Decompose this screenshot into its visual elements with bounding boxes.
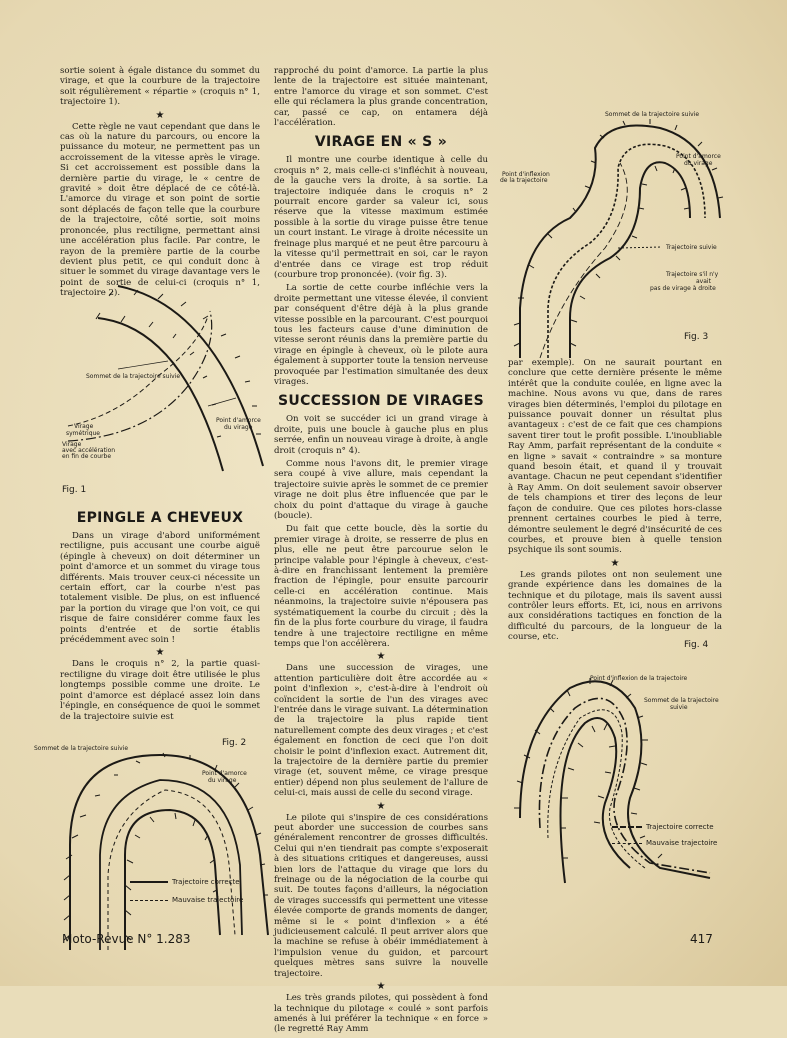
separator-star: ★ (610, 557, 620, 569)
fig1-caption: Fig. 1 (62, 485, 87, 495)
fig3-label-sinny-3: pas de virage à droite (650, 285, 716, 292)
fig4-caption: Fig. 4 (684, 640, 709, 650)
fig2-label-sommet: Sommet de la trajectoire suivie (34, 745, 129, 752)
fig2-legend-correct-label: Trajectoire correcte (172, 878, 240, 886)
separator-star: ★ (155, 109, 165, 121)
col2-paragraph-6: Du fait que cette boucle, dès la sortie du premier virage à droite, se resserre de plus en plus, elle ne peut être parcourue selon le principe valable pour l'épingle à cheveux, c'est-à-dire en franchissant lentement la première fraction de l'épingle, pour ensuite parcourir celle-ci en accélération continue. Mais néanmoins, la trajectoire suivie n'épousera pas systématiquement la courbe du circuit ; dès la fin de la plus forte courbure du virage, il faudra tendre à une trajectoire rectiligne en même temps que l'on accélèrera. (274, 524, 488, 649)
fig1-label-sym-2: symétrique (66, 430, 101, 437)
col3-paragraph-2: Les grands pilotes ont non seulement une grande expérience dans les domaines de la technique et du pilotage, mais ils savent aussi contrôler leurs efforts. Et, ici, nous en arrivons aux considérations tactiques en fonction de la difficulté du parcours, de la longueur de la course, etc. (508, 569, 722, 643)
figure-1-drawing (58, 286, 268, 476)
fig4-legend (612, 823, 772, 847)
figure-1 (58, 286, 268, 476)
col1-paragraph-4: Dans le croquis n° 2, la partie quasi-rectiligne du virage doit être utilisée le plus longtemps possible comme une droite. Le point d'amorce est déplacé assez loin dans l'épingle, en conséquence de quoi le sommet de la trajectoire suivie est (60, 659, 260, 722)
heading-succession: SUCCESSION DE VIRAGES (278, 393, 484, 410)
separator-star: ★ (376, 981, 386, 993)
fig3-label-sinny-2: avait (696, 278, 711, 285)
figure-2 (30, 735, 280, 950)
fig2-caption: Fig. 2 (222, 738, 247, 748)
col2-paragraph-1: rapproché du point d'amorce. La partie la plus lente de la trajectoire est située maintenant, entre l'amorce du virage et son sommet. C'est elle qui réclamera la plus grande concentration, car, passé ce cap, on entamera déjà l'accélération. (274, 66, 488, 129)
fig2-legend (130, 878, 280, 904)
fig4-legend-bad-label: Mauvaise trajectoire (646, 839, 718, 847)
figure-4-drawing (510, 668, 728, 883)
col1-paragraph-3: Dans un virage d'abord uniformément rectiligne, puis accusant une courbe aiguë (épingle à cheveux) on doit déterminer un point d'amorce et un sommet du virage tous différents. Mais trouver ceux-ci nécessite un certain effort, car la courbe n'est pas totalement visible. De plus, on est influencé par la portion du virage que l'on voit, ce qui risque de faire considérer comme faux les points d'entrée et de sortie établis précédemment avec soin ! (60, 531, 260, 646)
fig3-label-sinny-1: Trajectoire s'il n'y (666, 271, 719, 278)
fig2-legend-bad-label: Mauvaise trajectoire (172, 896, 244, 904)
legend-dashed-line (130, 900, 168, 901)
fig1-label-amorce-2: du virage (224, 424, 253, 431)
figure-3-drawing (500, 108, 725, 358)
fig4-label-sommet-1: Sommet de la trajectoire (644, 697, 719, 704)
separator-star: ★ (376, 800, 386, 812)
legend-dashed-line (612, 843, 642, 844)
column-1-lower (60, 504, 260, 725)
fig1-label-sym-1: Virage (74, 423, 94, 430)
fig2-legend-correct (130, 878, 280, 886)
column-2 (274, 66, 488, 1038)
fig3-caption: Fig. 3 (684, 332, 709, 342)
fig2-legend-bad (130, 896, 280, 904)
fig1-label-acc-1: Virage (62, 441, 82, 448)
col2-paragraph-7: Dans une succession de virages, une attention particulière doit être accordée au « point d'inflexion », c'est-à-dire à l'endroit où coïncident la sortie de l'un des virages avec l'entrée dans le virage suivant. La détermination de la trajectoire la plus rapide tient naturellement compte des deux virages ; et c'est également en fonction de ceci que l'on doit choisir le point d'inflexion exact. Autrement dit, la trajectoire de la dernière partie du premier virage (et, souvent même, ce virage presque entier) dépend non plus seulement de l'allure de celui-ci, mais aussi de celle du second virage. (274, 663, 488, 799)
fig3-label-inflex-1: Point d'inflexion (502, 171, 550, 178)
figure-2-drawing (30, 735, 280, 950)
footer-page-number: 417 (690, 932, 713, 946)
fig4-label-sommet-2: suivie (670, 704, 688, 711)
separator-star: ★ (155, 647, 165, 659)
legend-solid-line (130, 881, 168, 883)
fig4-label-inflex: Point d'inflexion de la trajectoire (590, 675, 688, 682)
fig1-label-sommet: Sommet de la trajectoire suivie (86, 373, 181, 380)
legend-dashdot-line (612, 826, 642, 828)
col3-paragraph-1: par exemple). On ne saurait pourtant en conclure que cette dernière présente le même intérêt que la conduite coulée, en ligne avec la machine. Nous avons vu que, dans de rares virages bien déterminés, l'emploi du pilotage en puissance pouvait donner un résultat plus avantageux : c'est de ce fait que ces champions savent tirer tout le profit possible. L'inoubliable Ray Amm, parfait représentant de la conduite « en ligne » savait « contraindre » sa monture quand besoin était, et quand il y trouvait avantage. Chacun ne peut cependant s'identifier à Ray Amm. On doit seulement savoir observer de tels champions et tirer des leçons de leur façon de conduire. Que ces pilotes hors-classe prennent certaines courbes le pied à terre, démontre seulement le degré d'insécurité de ces courbes, et prouve bien à quelle tension psychique ils sont soumis. (508, 358, 722, 556)
col1-paragraph-2: Cette règle ne vaut cependant que dans le cas où la nature du parcours, ou encore la puissance du moteur, ne permettent pas un accroissement de la vitesse après le virage. Si cet accroissement est possible dans la dernière partie du virage, le « centre de gravité » doit être déplacé de ce côté-là. L'amorce du virage et son point de sortie sont déplacés de façon telle que la courbure de la trajectoire, côté sortie, soit moins prononcée, plus rectiligne, permettant ainsi une accélération plus facile. Par contre, le rayon de la première partie de la courbe devient plus petit, ce qui conduit donc à situer le sommet du virage davantage vers le point de sortie de celui-ci (croquis n° 1, trajectoire 2). (60, 121, 260, 299)
col2-paragraph-9: Les très grands pilotes, qui possèdent à fond la technique du pilotage « coulé » sont parfois amenés à lui préférer la technique « en force » (le regretté Ray Amm (274, 993, 488, 1035)
col2-paragraph-3: La sortie de cette courbe infléchie vers la droite permettant une vitesse élevée, il convient par conséquent d'être déjà à la plus grande vitesse possible en la parcourant. C'est pourquoi tous les facteurs cause d'une diminution de vitesse seront réunis dans la première partie du virage en épingle à cheveux, où le pilote aura également à supporter toute la tension nerveuse provoquée par l'estimation simultanée des deux virages. (274, 283, 488, 387)
fig3-label-amorce-2: du virage (684, 160, 713, 167)
fig4-legend-correct (612, 823, 772, 831)
figure-3 (500, 108, 725, 358)
fig4-legend-bad (612, 839, 772, 847)
column-3 (508, 358, 722, 646)
fig1-label-acc-3: en fin de courbe (62, 453, 112, 460)
col2-paragraph-4: On voit se succéder ici un grand virage à droite, puis une boucle à gauche plus en plus serrée, enfin un nouveau virage à droite, à angle droit (croquis n° 4). (274, 414, 488, 456)
heading-epingle: EPINGLE A CHEVEUX (76, 510, 244, 526)
fig1-label-acc-2: avec accélération (62, 447, 116, 454)
fig3-label-suivie: Trajectoire suivie (666, 244, 717, 251)
col2-paragraph-5: Comme nous l'avons dit, le premier virage sera coupé à vive allure, mais cependant la trajectoire suivie après le sommet de ce premier virage ne doit plus être influencée que par le choix du point d'attaque du virage à gauche (boucle). (274, 459, 488, 522)
footer-journal: Moto-Revue N° 1.283 (62, 932, 191, 946)
fig2-label-amorce-1: Point d'amorce (202, 770, 247, 777)
fig1-label-amorce-1: Point d'amorce (216, 417, 261, 424)
fig3-label-amorce-1: Point d'amorce (676, 153, 721, 160)
fig3-label-sommet: Sommet de la trajectoire suivie (605, 111, 700, 118)
fig2-label-amorce-2: du virage (208, 777, 237, 784)
heading-virage-s: VIRAGE EN « S » (314, 134, 448, 151)
col2-paragraph-8: Le pilote qui s'inspire de ces considérations peut aborder une succession de courbes sans généralement rencontrer de grosses difficultés. Celui qui n'en tiendrait pas compte s'exposerait à des situations critiques et dangereuses, aussi bien lors de l'attaque du virage que lors du freinage ou de la négociation de la courbe qui suit. De toutes façons d'ailleurs, la négociation de virages successifs qui permettent une vitesse élevée comporte de grands moments de danger, même si le « point d'inflexion » a été judicieusement calculé. Il peut arriver alors que la machine se refuse à obéir immédiatement à l'impulsion venue du guidon, et parcourt quelques mètres sans suivre la nouvelle trajectoire. (274, 812, 488, 979)
fig3-label-inflex-2: de la trajectoire (500, 177, 548, 184)
col2-paragraph-2: Il montre une courbe identique à celle du croquis n° 2, mais celle-ci s'infléchit à nouveau, de la gauche vers la droite, à sa sortie. La trajectoire indiquée dans le croquis n° 2 pourrait encore garder sa valeur ici, sous réserve que la vitesse maximum estimée possible à la sortie du virage puisse être tenue un court instant. Le virage à droite nécessite un freinage plus marqué et ne peut être parcouru à la vitesse qu'il permettrait en soi, car le rayon d'entrée dans ce virage est trop réduit (courbure trop prononcée). (voir fig. 3). (274, 155, 488, 280)
col1-paragraph-1: sortie soient à égale distance du sommet du virage, et que la courbure de la trajectoire soit régulièrement « répartie » (croquis n° 1, trajectoire 1). (60, 66, 260, 108)
separator-star: ★ (376, 651, 386, 663)
figure-4 (510, 668, 728, 883)
column-1 (60, 66, 260, 302)
fig4-legend-correct-label: Trajectoire correcte (646, 823, 714, 831)
